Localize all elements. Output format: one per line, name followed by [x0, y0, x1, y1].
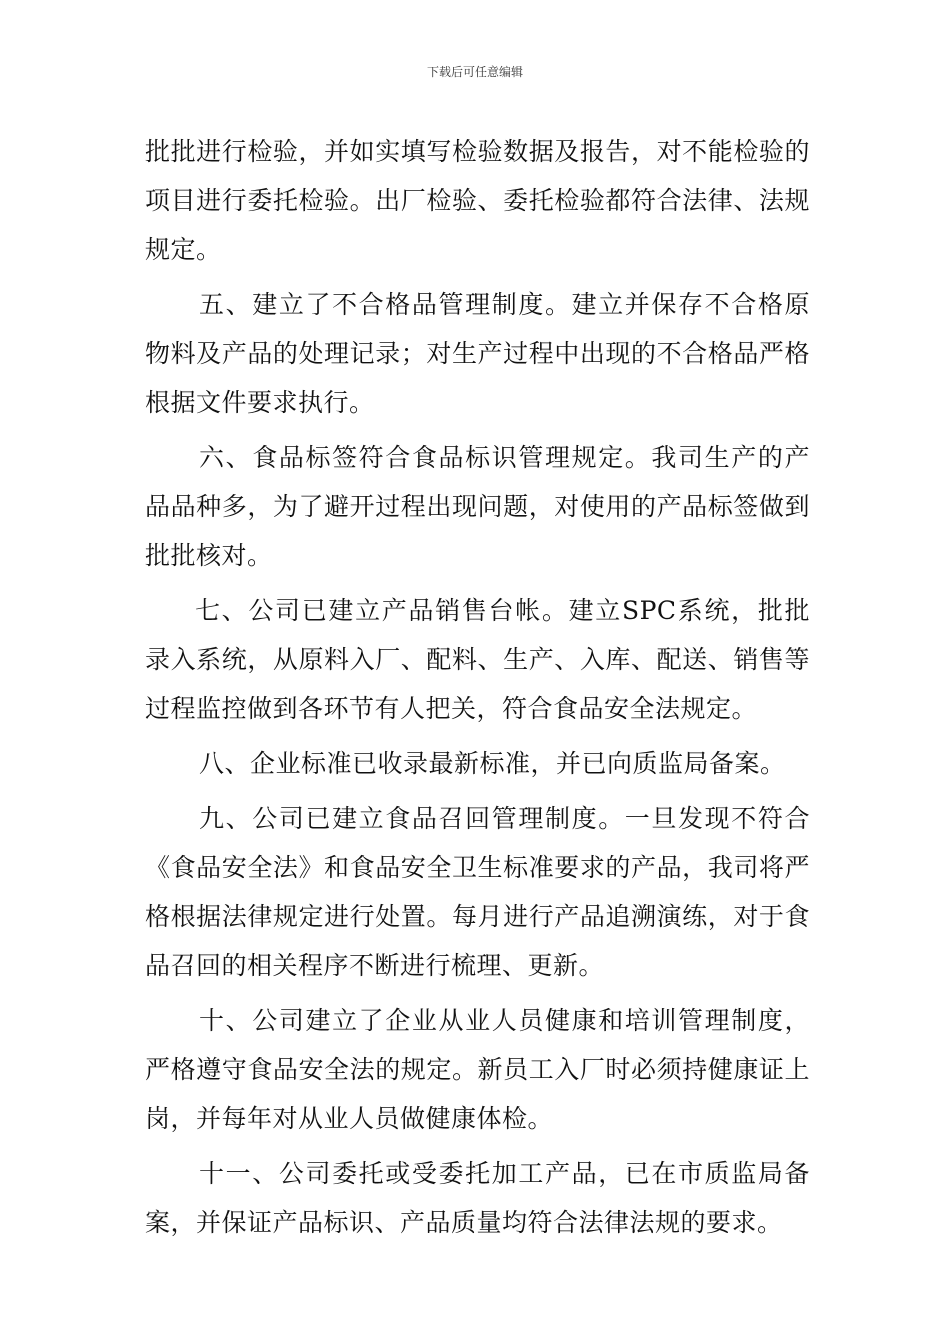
paragraph-item-7: 七、公司已建立产品销售台帐。建立SPC系统，批批录入系统，从原料入厂、配料、生产、入库、配送、销售等过程监控做到各环节有人把关，符合食品安全法规定。 [145, 596, 810, 723]
paragraph-item-11: 十一、公司委托或受委托加工产品，已在市质监局备案，并保证产品标识、产品质量均符合法律法规的要求。 [145, 1159, 810, 1237]
document-body [145, 127, 810, 1253]
paragraph-item-5: 五、建立了不合格品管理制度。建立并保存不合格原物料及产品的处理记录；对生产过程中出现的不合格品严格根据文件要求执行。 [145, 290, 810, 417]
page-header: 下载后可任意编辑 [426, 65, 523, 79]
paragraph-item-9: 九、公司已建立食品召回管理制度。一旦发现不符合《食品安全法》和食品安全卫生标准要求的产品，我司将严格根据法律规定进行处置。每月进行产品追溯演练，对于食品召回的相关程序不断进行梳理、更新。 [145, 804, 810, 980]
paragraph-item-6: 六、食品标签符合食品标识管理规定。我司生产的产品品种多，为了避开过程出现问题，对使用的产品标签做到批批核对。 [145, 443, 810, 570]
paragraph-continuation: 批批进行检验，并如实填写检验数据及报告，对不能检验的项目进行委托检验。出厂检验、委托检验都符合法律、法规规定。 [145, 137, 810, 264]
paragraph-item-8: 八、企业标准已收录最新标准，并已向质监局备案。 [199, 749, 786, 778]
paragraph-item-10: 十、公司建立了企业从业人员健康和培训管理制度，严格遵守食品安全法的规定。新员工入厂时必须持健康证上岗，并每年对从业人员做健康体检。 [145, 1006, 810, 1133]
